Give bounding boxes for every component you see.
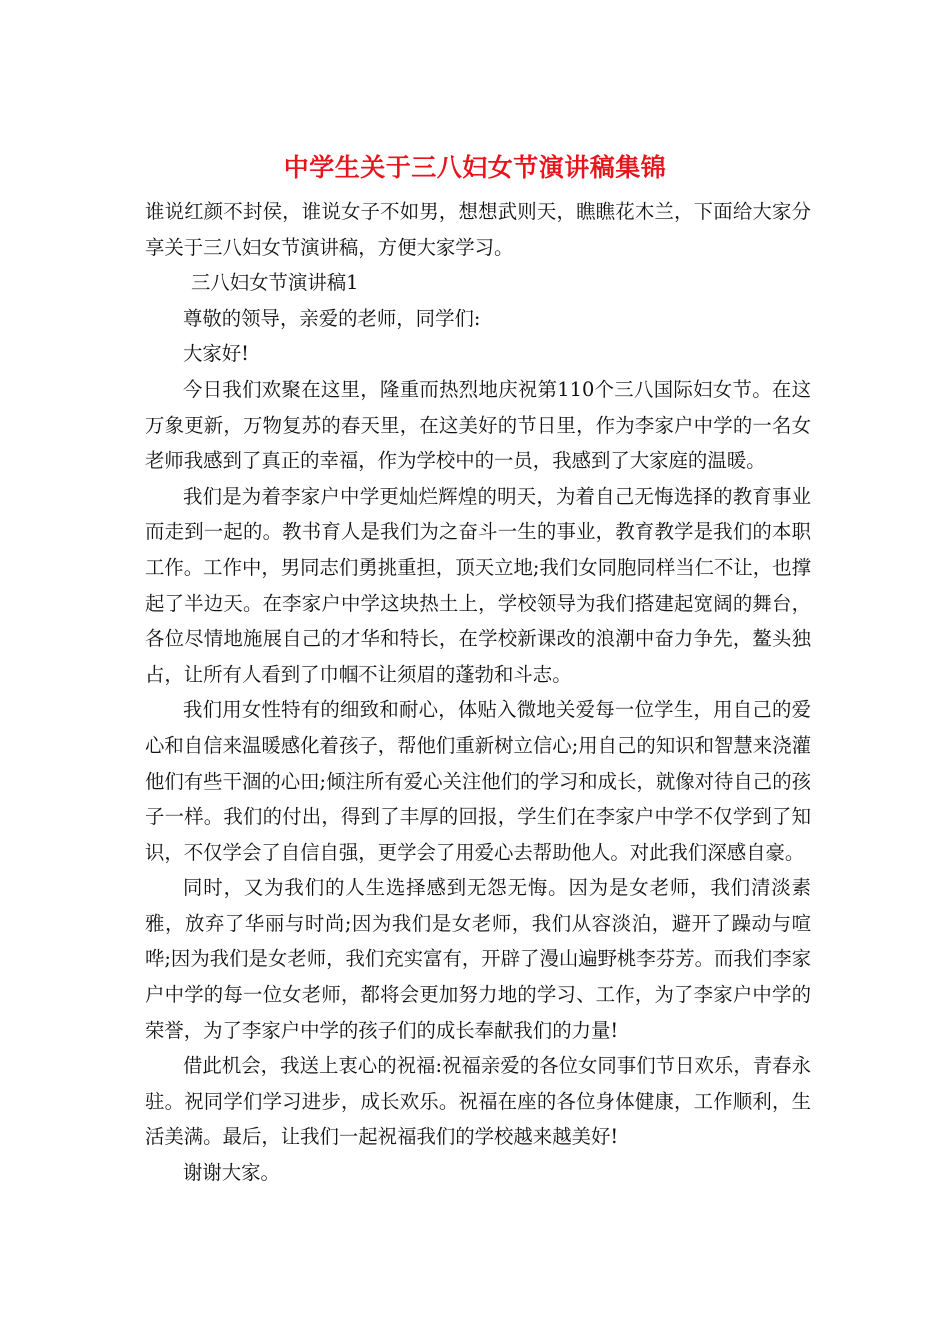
closing: 谢谢大家。 bbox=[183, 1161, 280, 1185]
intro-paragraph: 谁说红颜不封侯，谁说女子不如男，想想武则天，瞧瞧花木兰，下面给大家分享关于三八妇女节演讲稿，方便大家学习。 bbox=[145, 200, 811, 259]
body-paragraph: 借此机会，我送上衷心的祝福:祝福亲爱的各位女同事们节日欢乐，青春永驻。祝同学们学习进步，成长欢乐。祝福在座的各位身体健康，工作顺利，生活美满。最后，让我们一起祝福我们的学校越来越美好! bbox=[145, 1054, 811, 1149]
document-title: 中学生关于三八妇女节演讲稿集锦 bbox=[283, 153, 667, 182]
body-paragraph: 我们是为着李家户中学更灿烂辉煌的明天，为着自己无悔选择的教育事业而走到一起的。教书育人是我们为之奋斗一生的事业，教育教学是我们的本职工作。工作中，男同志们勇挑重担，顶天立地;我们女同胞同样当仁不让，也撑起了半边天。在李家户中学这块热土上，学校领导为我们搭建起宽阔的舞台，各位尽情地施展自己的才华和特长，在学校新课改的浪潮中奋力争先，鳌头独占，让所有人看到了巾帼不让须眉的蓬勃和斗志。 bbox=[145, 484, 811, 686]
greeting: 大家好! bbox=[183, 342, 249, 366]
body-paragraph: 同时，又为我们的人生选择感到无怨无悔。因为是女老师，我们清淡素雅，放弃了华丽与时尚;因为我们是女老师，我们从容淡泊，避开了躁动与喧哗;因为我们是女老师，我们充实富有，开辟了漫山遍野桃李芬芳。而我们李家户中学的每一位女老师，都将会更加努力地的学习、工作，为了李家户中学的荣誉，为了李家户中学的孩子们的成长奉献我们的力量! bbox=[145, 876, 811, 1042]
section-heading: 三八妇女节演讲稿1 bbox=[191, 271, 359, 295]
body-paragraph: 今日我们欢聚在这里，隆重而热烈地庆祝第110个三八国际妇女节。在这万象更新，万物复苏的春天里，在这美好的节日里，作为李家户中学的一名女老师我感到了真正的幸福，作为学校中的一员，我感到了大家庭的温暖。 bbox=[145, 377, 811, 473]
body-paragraph: 我们用女性特有的细致和耐心，体贴入微地关爱每一位学生，用自己的爱心和自信来温暖感化着孩子，帮他们重新树立信心;用自己的知识和智慧来浇灌他们有些干涸的心田;倾注所有爱心关注他们的学习和成长，就像对待自己的孩子一样。我们的付出，得到了丰厚的回报，学生们在李家户中学不仅学到了知识，不仅学会了自信自强，更学会了用爱心去帮助他人。对此我们深感自豪。 bbox=[145, 698, 811, 864]
document-body bbox=[145, 194, 811, 1191]
salutation: 尊敬的领导，亲爱的老师，同学们: bbox=[183, 306, 481, 330]
